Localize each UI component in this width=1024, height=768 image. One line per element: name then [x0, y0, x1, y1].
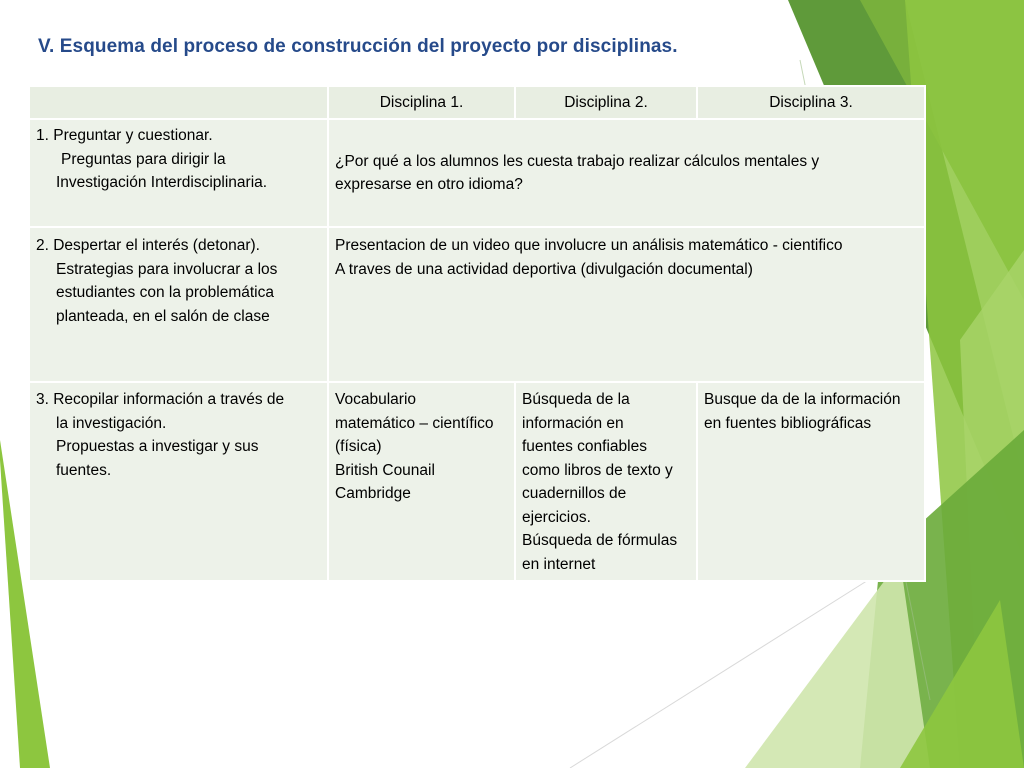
row-1-question-line: ¿Por qué a los alumnos les cuesta trabajo realizar cálculos mentales y [335, 152, 820, 170]
row-3-d3-line: en fuentes bibliográficas [704, 414, 872, 432]
row-3-d2-line: Búsqueda de fórmulas [522, 532, 678, 549]
row-3-label-line: Propuestas a investigar y sus [56, 438, 259, 455]
row-1-question-line: expresarse en otro idioma? [335, 176, 523, 193]
header-discipline-2: Disciplina 2. [515, 86, 697, 119]
header-empty-cell [29, 86, 328, 119]
header-discipline-3: Disciplina 3. [697, 86, 925, 119]
row-3-d1-line: British Counail [335, 461, 435, 479]
row-2-label-line: planteada, en el salón de clase [56, 307, 270, 325]
header-discipline-1: Disciplina 1. [328, 86, 515, 119]
row-3-label-cell [29, 382, 328, 581]
discipline-scheme-table [28, 85, 926, 582]
row-1-merged-cell [328, 119, 925, 227]
row-2-label-line: 2. Despertar el interés (detonar). [36, 237, 260, 254]
row-2-label-line: Estrategias para involucrar a los [56, 260, 278, 278]
row-3-label-line: la investigación. [56, 414, 167, 432]
row-1-label-line: 1. Preguntar y cuestionar. [36, 127, 213, 144]
row-3-d2-line: cuadernillos de [522, 485, 627, 502]
row-1-label-line: Investigación Interdisciplinaria. [56, 174, 268, 191]
row-3-discipline-1-cell [328, 382, 515, 581]
row-2-activity-line: A traves de una actividad deportiva (divulgación documental) [335, 260, 753, 278]
row-3-d2-line: información en [522, 414, 624, 432]
row-3-d1-line: Vocabulario [335, 391, 417, 408]
slide-title: V. Esquema del proceso de construcción del proyecto por disciplinas. [38, 36, 678, 57]
row-3-d2-line: Búsqueda de la [522, 391, 630, 408]
row-3-discipline-3-cell [697, 382, 925, 581]
row-2-activity-line: Presentacion de un video que involucre un análisis matemático - cientifico [335, 237, 843, 254]
row-3-label-line: 3. Recopilar información a través de [36, 391, 285, 408]
row-3-d2-line: como libros de texto y [522, 461, 673, 479]
row-3-d2-line: fuentes confiables [522, 438, 647, 455]
row-3-d1-line: matemático – científico [335, 414, 494, 432]
row-3-d1-line: Cambridge [335, 485, 411, 502]
row-2-label-cell [29, 227, 328, 382]
row-2-label-line: estudiantes con la problemática [56, 284, 274, 301]
row-1-label-line: Preguntas para dirigir la [61, 150, 226, 168]
table-header-row [29, 86, 925, 119]
row-2-merged-cell [328, 227, 925, 382]
row-3-d1-line: (física) [335, 438, 382, 455]
row-3-d3-line: Busque da de la información [704, 391, 901, 408]
row-3-d2-line: ejercicios. [522, 508, 591, 526]
row-1-label-cell [29, 119, 328, 227]
row-3-discipline-2-cell [515, 382, 697, 581]
table-row [29, 119, 925, 227]
decor-shape-lower-pale [745, 560, 930, 768]
row-3-d2-line: en internet [522, 555, 596, 573]
table-row [29, 227, 925, 382]
row-3-label-line: fuentes. [56, 461, 112, 479]
table-row [29, 382, 925, 581]
